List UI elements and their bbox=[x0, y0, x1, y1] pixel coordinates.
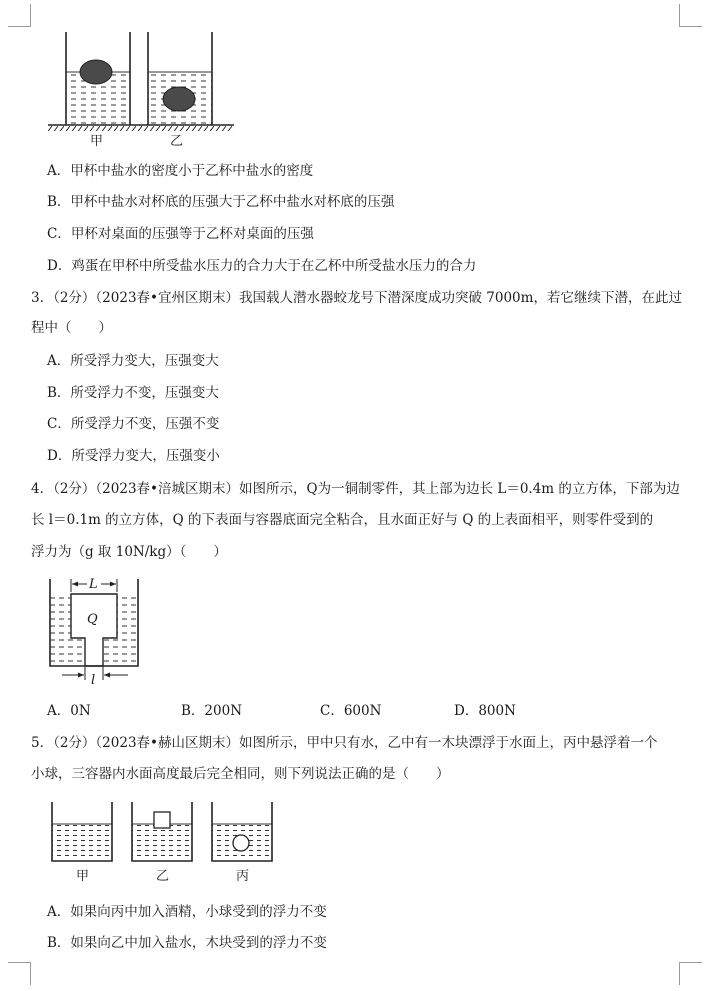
q5-option-b: B．如果向乙中加入盐水，木块受到的浮力不变 bbox=[47, 935, 327, 951]
cup-yi bbox=[148, 32, 212, 125]
q5-stem-line-1: 5．（2分）（2023春•赫山区期末）如图所示，甲中只有水，乙中有一木块漂浮于水面上，丙中悬浮着一个 bbox=[31, 735, 658, 751]
q4-label-l-upper: L bbox=[89, 577, 98, 592]
q3-option-b: B．所受浮力不变，压强变大 bbox=[47, 385, 219, 401]
q3-option-c: C．所受浮力不变，压强不变 bbox=[47, 416, 220, 432]
q5-containers-figure bbox=[40, 798, 280, 886]
q5-label-bing: 丙 bbox=[236, 869, 250, 884]
container-jia bbox=[52, 802, 112, 861]
small-ball bbox=[233, 835, 249, 851]
q4-option-a: A．0N bbox=[47, 703, 91, 719]
crop-mark-top-right bbox=[679, 4, 702, 27]
q2-option-b: B．甲杯中盐水对杯底的压强大于乙杯中盐水对杯底的压强 bbox=[47, 194, 395, 210]
q2-label-jia: 甲 bbox=[90, 134, 104, 148]
q3-stem-line-2: 程中（ ） bbox=[31, 320, 112, 336]
q2-option-a: A．甲杯中盐水的密度小于乙杯中盐水的密度 bbox=[47, 163, 314, 179]
crop-mark-bottom-left bbox=[8, 962, 31, 985]
q4-option-d: D．800N bbox=[454, 703, 516, 719]
q5-stem-line-2: 小球，三容器内水面高度最后完全相同，则下列说法正确的是（ ） bbox=[31, 766, 450, 782]
q3-option-d: D．所受浮力变大，压强变小 bbox=[47, 448, 220, 464]
q4-option-b: B．200N bbox=[181, 703, 243, 719]
q4-stem-line-1: 4．（2分）（2023春•涪城区期末）如图所示，Q为一铜制零件，其上部为边长 L＝0.4m 的立方体，下部为边 bbox=[31, 481, 680, 497]
q4-label-l-lower: l bbox=[91, 673, 96, 688]
q4-label-q: Q bbox=[87, 612, 98, 627]
q2-option-c: C．甲杯对桌面的压强等于乙杯对桌面的压强 bbox=[47, 226, 314, 242]
q4-stem-line-3: 浮力为（g 取 10N/kg）（ ） bbox=[31, 544, 227, 560]
q5-option-a: A．如果向丙中加入酒精，小球受到的浮力不变 bbox=[47, 904, 327, 920]
wood-block bbox=[154, 812, 170, 828]
q4-option-c: C．600N bbox=[320, 703, 382, 719]
container-bing bbox=[212, 802, 272, 861]
q2-option-d: D．鸡蛋在甲杯中所受盐水压力的合力大于在乙杯中所受盐水压力的合力 bbox=[47, 258, 477, 274]
q5-label-yi: 乙 bbox=[156, 869, 170, 884]
q2-cups-figure bbox=[40, 30, 240, 148]
crop-mark-bottom-right bbox=[679, 962, 702, 985]
q5-label-jia: 甲 bbox=[76, 869, 90, 884]
container-yi bbox=[132, 802, 192, 861]
crop-mark-top-left bbox=[8, 4, 31, 27]
cup-jia bbox=[66, 32, 130, 125]
q4-stem-line-2: 长 l＝0.1m 的立方体，Q 的下表面与容器底面完全粘合，且水面正好与 Q 的上表面相平，则零件受到的 bbox=[31, 512, 654, 528]
q2-label-yi: 乙 bbox=[170, 134, 184, 148]
q3-stem-line-1: 3．（2分）（2023春•宜州区期末）我国载人潜水器蛟龙号下潜深度成功突破 7000m，若它继续下潜，在此过 bbox=[31, 290, 682, 306]
q4-container-figure bbox=[40, 574, 150, 688]
q3-option-a: A．所受浮力变大，压强变大 bbox=[47, 353, 219, 369]
